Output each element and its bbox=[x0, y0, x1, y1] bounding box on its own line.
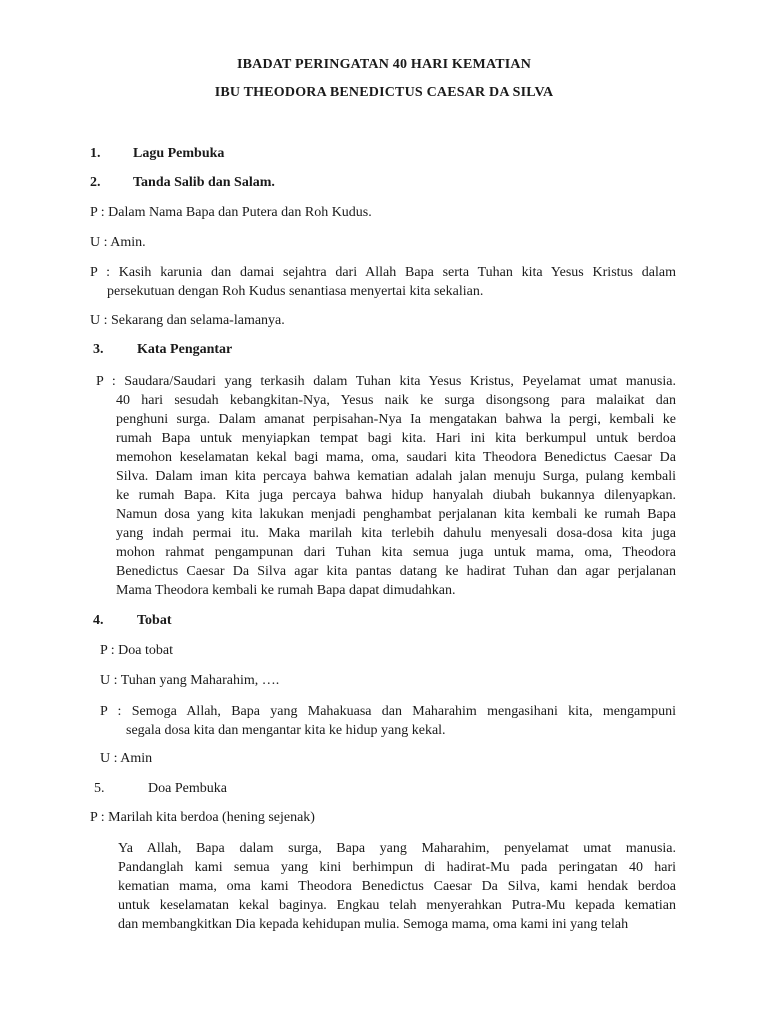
paragraph-line: Silva. Dalam iman kita percaya bahwa kematian adalah jalan menuju Surga, pulang kembali bbox=[116, 469, 676, 484]
people-line-3: U : Tuhan yang Maharahim, …. bbox=[100, 673, 280, 688]
people-line-2: U : Sekarang dan selama-lamanya. bbox=[90, 313, 285, 328]
paragraph-line: mohon rahmat pengampunan dari Tuhan kita semua juga untuk mama, oma, Theodora bbox=[116, 545, 676, 560]
paragraph-line: Benedictus Caesar Da Silva agar kita pantas datang ke hadirat Tuhan dan agar perjalanan bbox=[116, 564, 676, 579]
section-heading-1: Lagu Pembuka bbox=[133, 146, 225, 161]
paragraph-line: persekutuan dengan Roh Kudus senantiasa menyertai kita sekalian. bbox=[107, 284, 484, 299]
priest-line-2 bbox=[90, 263, 676, 301]
paragraph-line: Ya Allah, Bapa dalam surga, Bapa yang Maharahim, penyelamat umat manusia. bbox=[118, 841, 676, 856]
paragraph-line: P : Saudara/Saudari yang terkasih dalam Tuhan kita Yesus Kristus, Peyelamat umat manusia. bbox=[96, 374, 676, 389]
section-number-4: 4. bbox=[93, 613, 104, 628]
document-title: IBADAT PERINGATAN 40 HARI KEMATIAN bbox=[236, 57, 532, 72]
section-heading-3: Kata Pengantar bbox=[137, 342, 233, 357]
section-number-1: 1. bbox=[90, 146, 101, 161]
people-line-4: U : Amin bbox=[100, 751, 153, 766]
people-line-1: U : Amin. bbox=[90, 235, 146, 250]
priest-line-4 bbox=[100, 702, 676, 740]
section-number-2: 2. bbox=[90, 175, 101, 190]
paragraph-line: memohon keselamatan kekal bagi mama, oma, saudari kita Theodora Benedictus Caesar Da bbox=[116, 450, 676, 465]
paragraph-line: rumah Bapa untuk menyiapkan tempat bagi kita. Hari ini kita berkumpul untuk berdoa bbox=[116, 431, 676, 446]
kata-pengantar-paragraph bbox=[96, 372, 676, 600]
paragraph-line: 40 hari sesudah kebangkitan-Nya, Yesus naik ke surga disongsong para malaikat dan bbox=[116, 393, 676, 408]
priest-line-1: P : Dalam Nama Bapa dan Putera dan Roh Kudus. bbox=[90, 205, 372, 220]
paragraph-line: Pandanglah kami semua yang kini berhimpun di hadirat-Mu pada peringatan 40 hari bbox=[118, 860, 676, 875]
doa-pembuka-paragraph bbox=[118, 839, 676, 934]
section-number-3: 3. bbox=[93, 342, 104, 357]
document-subtitle: IBU THEODORA BENEDICTUS CAESAR DA SILVA bbox=[214, 85, 554, 100]
section-heading-2: Tanda Salib dan Salam. bbox=[133, 175, 275, 190]
paragraph-line: P : Semoga Allah, Bapa yang Mahakuasa dan Maharahim mengasihani kita, mengampuni bbox=[100, 704, 676, 719]
section-heading-4: Tobat bbox=[137, 613, 172, 628]
priest-line-5: P : Marilah kita berdoa (hening sejenak) bbox=[90, 810, 315, 825]
paragraph-line: yang indah permai itu. Maka marilah kita terlebih dahulu menyesali dosa-dosa kita juga bbox=[116, 526, 676, 541]
priest-line-3: P : Doa tobat bbox=[100, 643, 173, 658]
section-heading-5: Doa Pembuka bbox=[148, 781, 227, 796]
paragraph-line: P : Kasih karunia dan damai sejahtra dari Allah Bapa serta Tuhan kita Yesus Kristus dalam bbox=[90, 265, 676, 280]
paragraph-line: kematian mama, oma kami Theodora Benedictus Caesar Da Silva, kami hendak berdoa bbox=[118, 879, 676, 894]
paragraph-line: dan membangkitkan Dia kepada kehidupan mulia. Semoga mama, oma kami ini yang telah bbox=[118, 917, 629, 932]
paragraph-line: Mama Theodora kembali ke rumah Bapa dapat dimudahkan. bbox=[116, 583, 456, 598]
section-number-5: 5. bbox=[94, 781, 105, 796]
paragraph-line: penghuni surga. Dalam amanat perpisahan-Nya Ia mengatakan bahwa la pergi, kembali ke bbox=[116, 412, 676, 427]
paragraph-line: ke rumah Bapa. Kita juga percaya bahwa hidup hanyalah diubah bukannya dilenyapkan. bbox=[116, 488, 676, 503]
paragraph-line: Namun dosa yang kita lakukan menjadi penghambat perjalanan kita kembali ke rumah Bapa bbox=[116, 507, 676, 522]
paragraph-line: segala dosa kita dan mengantar kita ke hidup yang kekal. bbox=[126, 723, 446, 738]
paragraph-line: untuk keselamatan kekal baginya. Engkau telah menyerahkan Putra-Mu kepada kematian bbox=[118, 898, 676, 913]
